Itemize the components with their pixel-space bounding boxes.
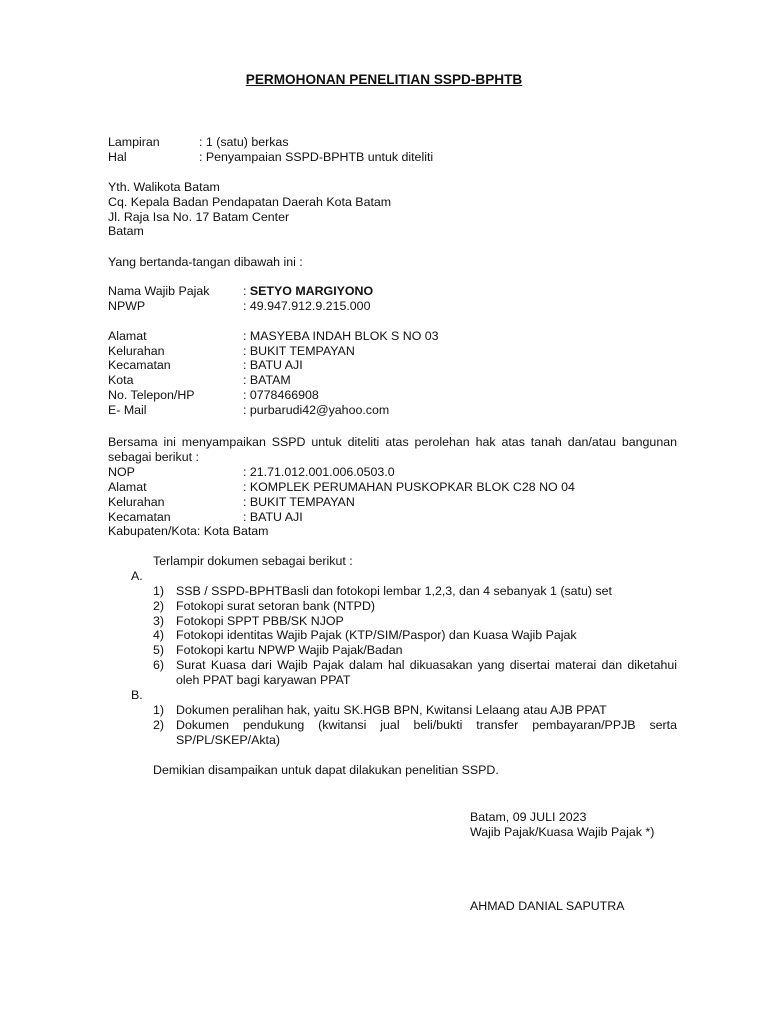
field-label: Kelurahan bbox=[108, 344, 165, 358]
list-item-text: Surat Kuasa dari Wajib Pajak dalam hal dikuasakan yang disertai materai dan diketahui oleh PPAT bagi karyawan PPAT bbox=[176, 658, 677, 687]
field-label: Kecamatan bbox=[108, 510, 171, 524]
field-label: Hal bbox=[108, 150, 127, 164]
field-label: Lampiran bbox=[108, 135, 160, 149]
field-value: : BATU AJI bbox=[243, 510, 303, 524]
list-item-number: 2) bbox=[153, 599, 165, 613]
list-item bbox=[153, 628, 677, 643]
field-label: E- Mail bbox=[108, 403, 147, 417]
field-label: NOP bbox=[108, 465, 135, 479]
list-item-number: 1) bbox=[153, 703, 165, 717]
list-item-number: 1) bbox=[153, 584, 165, 598]
field-label: NPWP bbox=[108, 299, 146, 313]
attachments-intro: Terlampir dokumen sebagai berikut : bbox=[153, 554, 353, 568]
list-item-text: SSB / SSPD-BPHTBasli dan fotokopi lembar 1,2,3, dan 4 sebanyak 1 (satu) set bbox=[176, 584, 612, 598]
list-item-number: 3) bbox=[153, 614, 165, 628]
list-item bbox=[153, 643, 677, 658]
list-item-number: 2) bbox=[153, 718, 165, 732]
recipient-line: Cq. Kepala Badan Pendapatan Daerah Kota Batam bbox=[108, 195, 392, 209]
field-value: : BATAM bbox=[243, 373, 291, 387]
field-value: : Penyampaian SSPD-BPHTB untuk diteliti bbox=[199, 150, 434, 164]
list-item-number: 6) bbox=[153, 658, 165, 672]
field-value: : purbarudi42@yahoo.com bbox=[243, 403, 390, 417]
taxpayer-name: SETYO MARGIYONO bbox=[249, 284, 374, 298]
list-item bbox=[153, 599, 677, 614]
field-label: Kecamatan bbox=[108, 358, 171, 372]
statement-paragraph: Bersama ini menyampaikan SSPD untuk diteliti atas perolehan hak atas tanah dan/atau bangunan sebagai berikut : bbox=[108, 435, 677, 464]
field-label: No. Telepon/HP bbox=[108, 388, 195, 402]
field-value: : BUKIT TEMPAYAN bbox=[243, 495, 355, 509]
field-value: : 21.71.012.001.006.0503.0 bbox=[243, 465, 395, 479]
field-value: : 49.947.912.9.215.000 bbox=[243, 299, 371, 313]
recipient-line: Yth. Walikota Batam bbox=[108, 180, 220, 194]
recipient-line: Jl. Raja Isa No. 17 Batam Center bbox=[108, 210, 290, 224]
recipient-line: Batam bbox=[108, 224, 144, 238]
list-item bbox=[153, 584, 677, 599]
signature-role: Wajib Pajak/Kuasa Wajib Pajak *) bbox=[470, 825, 655, 839]
field-value: : KOMPLEK PERUMAHAN PUSKOPKAR BLOK C28 NO 04 bbox=[243, 480, 575, 494]
list-item-text: Fotokopi surat setoran bank (NTPD) bbox=[176, 599, 376, 613]
list-item-number: 5) bbox=[153, 643, 165, 657]
signature-place-date: Batam, 09 JULI 2023 bbox=[470, 810, 587, 824]
field-value: : BATU AJI bbox=[243, 358, 303, 372]
field-value: : 0778466908 bbox=[243, 388, 319, 402]
list-item-text: Fotokopi identitas Wajib Pajak (KTP/SIM/Paspor) dan Kuasa Wajib Pajak bbox=[176, 628, 577, 642]
city-line: Kabupaten/Kota: Kota Batam bbox=[108, 524, 269, 538]
list-item bbox=[153, 658, 677, 688]
signature-name: AHMAD DANIAL SAPUTRA bbox=[470, 899, 625, 913]
list-item bbox=[153, 614, 677, 629]
field-label: Nama Wajib Pajak bbox=[108, 284, 210, 298]
field-value: : MASYEBA INDAH BLOK S NO 03 bbox=[243, 329, 439, 343]
list-item-text: Dokumen pendukung (kwitansi jual beli/bukti transfer pembayaran/PPJB serta SP/PL/SKEP/Akta) bbox=[176, 718, 677, 747]
section-b-label: B. bbox=[131, 688, 143, 702]
field-label: Alamat bbox=[108, 329, 147, 343]
intro-text: Yang bertanda-tangan dibawah ini : bbox=[108, 255, 303, 269]
list-item-text: Fotokopi SPPT PBB/SK NJOP bbox=[176, 614, 344, 628]
list-item-text: Fotokopi kartu NPWP Wajib Pajak/Badan bbox=[176, 643, 403, 657]
closing-text: Demikian disampaikan untuk dapat dilakukan penelitian SSPD. bbox=[153, 763, 499, 777]
document-title: PERMOHONAN PENELITIAN SSPD-BPHTB bbox=[245, 72, 523, 87]
field-label: Alamat bbox=[108, 480, 147, 494]
list-item-text: Dokumen peralihan hak, yaitu SK.HGB BPN, Kwitansi Lelaang atau AJB PPAT bbox=[176, 703, 607, 717]
section-a-label: A. bbox=[131, 569, 143, 583]
field-value: : BUKIT TEMPAYAN bbox=[243, 344, 355, 358]
list-item-number: 4) bbox=[153, 628, 165, 642]
field-value: : SETYO MARGIYONO bbox=[243, 284, 374, 298]
field-label: Kota bbox=[108, 373, 134, 387]
field-label: Kelurahan bbox=[108, 495, 165, 509]
list-item bbox=[153, 718, 677, 748]
list-item bbox=[153, 703, 677, 718]
field-value: : 1 (satu) berkas bbox=[199, 135, 289, 149]
